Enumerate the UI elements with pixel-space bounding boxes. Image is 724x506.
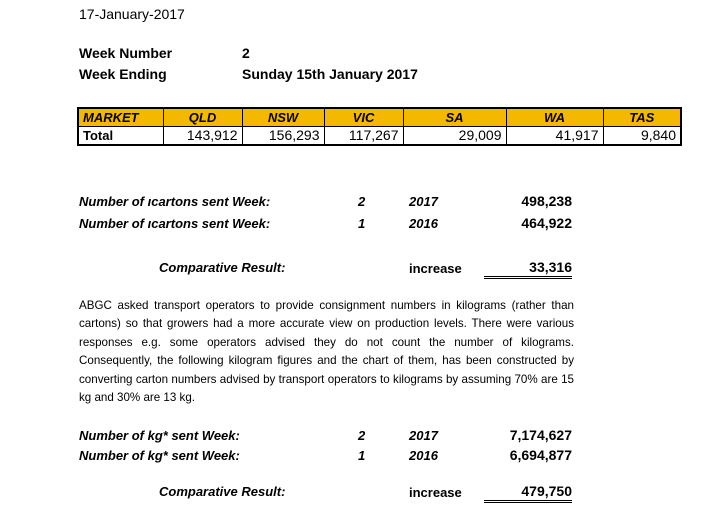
market-cell: 143,912	[163, 127, 242, 146]
kg-row-value: 7,174,627	[509, 427, 572, 443]
market-cell: 41,917	[506, 127, 603, 146]
kg-row-week: 1	[358, 448, 366, 463]
kg-row-year: 2016	[409, 448, 438, 463]
cartons-row-label: Number of ıcartons sent Week:	[79, 216, 271, 231]
market-cell: 29,009	[403, 127, 506, 146]
market-cell: 117,267	[324, 127, 403, 146]
kg-row-label: Number of kg* sent Week:	[79, 448, 240, 463]
week-ending-label: Week Ending	[79, 66, 167, 82]
cartons-row-year: 2017	[409, 194, 438, 209]
market-header-cell: WA	[506, 108, 603, 127]
cartons-row-value: 464,922	[521, 215, 572, 231]
market-cell: Total	[78, 127, 163, 146]
market-header-cell: TAS	[603, 108, 681, 127]
market-table	[77, 107, 682, 146]
market-header-cell: QLD	[163, 108, 242, 127]
market-cell: 9,840	[603, 127, 681, 146]
market-header-row	[78, 108, 681, 127]
market-total-row	[78, 127, 681, 146]
cartons-result-value-wrap	[484, 259, 572, 279]
kg-row-label: Number of kg* sent Week:	[79, 428, 240, 443]
market-cell: 156,293	[242, 127, 324, 146]
kg-result-value: 479,750	[484, 483, 572, 503]
kg-result-label: Comparative Result:	[159, 484, 286, 499]
market-header-cell: VIC	[324, 108, 403, 127]
kg-row-week: 2	[358, 428, 366, 443]
explanation-paragraph: ABGC asked transport operators to provide consignment numbers in kilograms (rather than cartons) so that growers had a more accurate view on production levels. There were various responses e.g. some operators advised they do not count the number of kilograms. Consequently, the following kilogram figures and the chart of them, has been constructed by converting carton numbers advised by transport operators to kilograms by assuming 70% are 15 kg and 30% are 13 kg.	[79, 299, 574, 405]
cartons-row-week: 2	[358, 194, 366, 209]
cartons-row-label: Number of ıcartons sent Week:	[79, 194, 271, 209]
week-number-label: Week Number	[79, 45, 173, 61]
market-header-cell: SA	[403, 108, 506, 127]
market-header-cell: NSW	[242, 108, 324, 127]
cartons-result-label: Comparative Result:	[159, 260, 286, 275]
cartons-result-value: 33,316	[484, 259, 572, 279]
kg-result-type: increase	[409, 485, 462, 500]
week-number-value: 2	[242, 45, 250, 61]
cartons-result-type: increase	[409, 261, 462, 276]
cartons-row-week: 1	[358, 216, 366, 231]
week-ending-value: Sunday 15th January 2017	[242, 66, 418, 82]
kg-result-value-wrap	[484, 483, 572, 503]
kg-row-value: 6,694,877	[509, 447, 572, 463]
kg-row-year: 2017	[409, 428, 438, 443]
cartons-row-year: 2016	[409, 216, 438, 231]
market-header-cell: MARKET	[78, 108, 163, 127]
cartons-row-value: 498,238	[521, 193, 572, 209]
report-date: 17-January-2017	[79, 6, 185, 22]
